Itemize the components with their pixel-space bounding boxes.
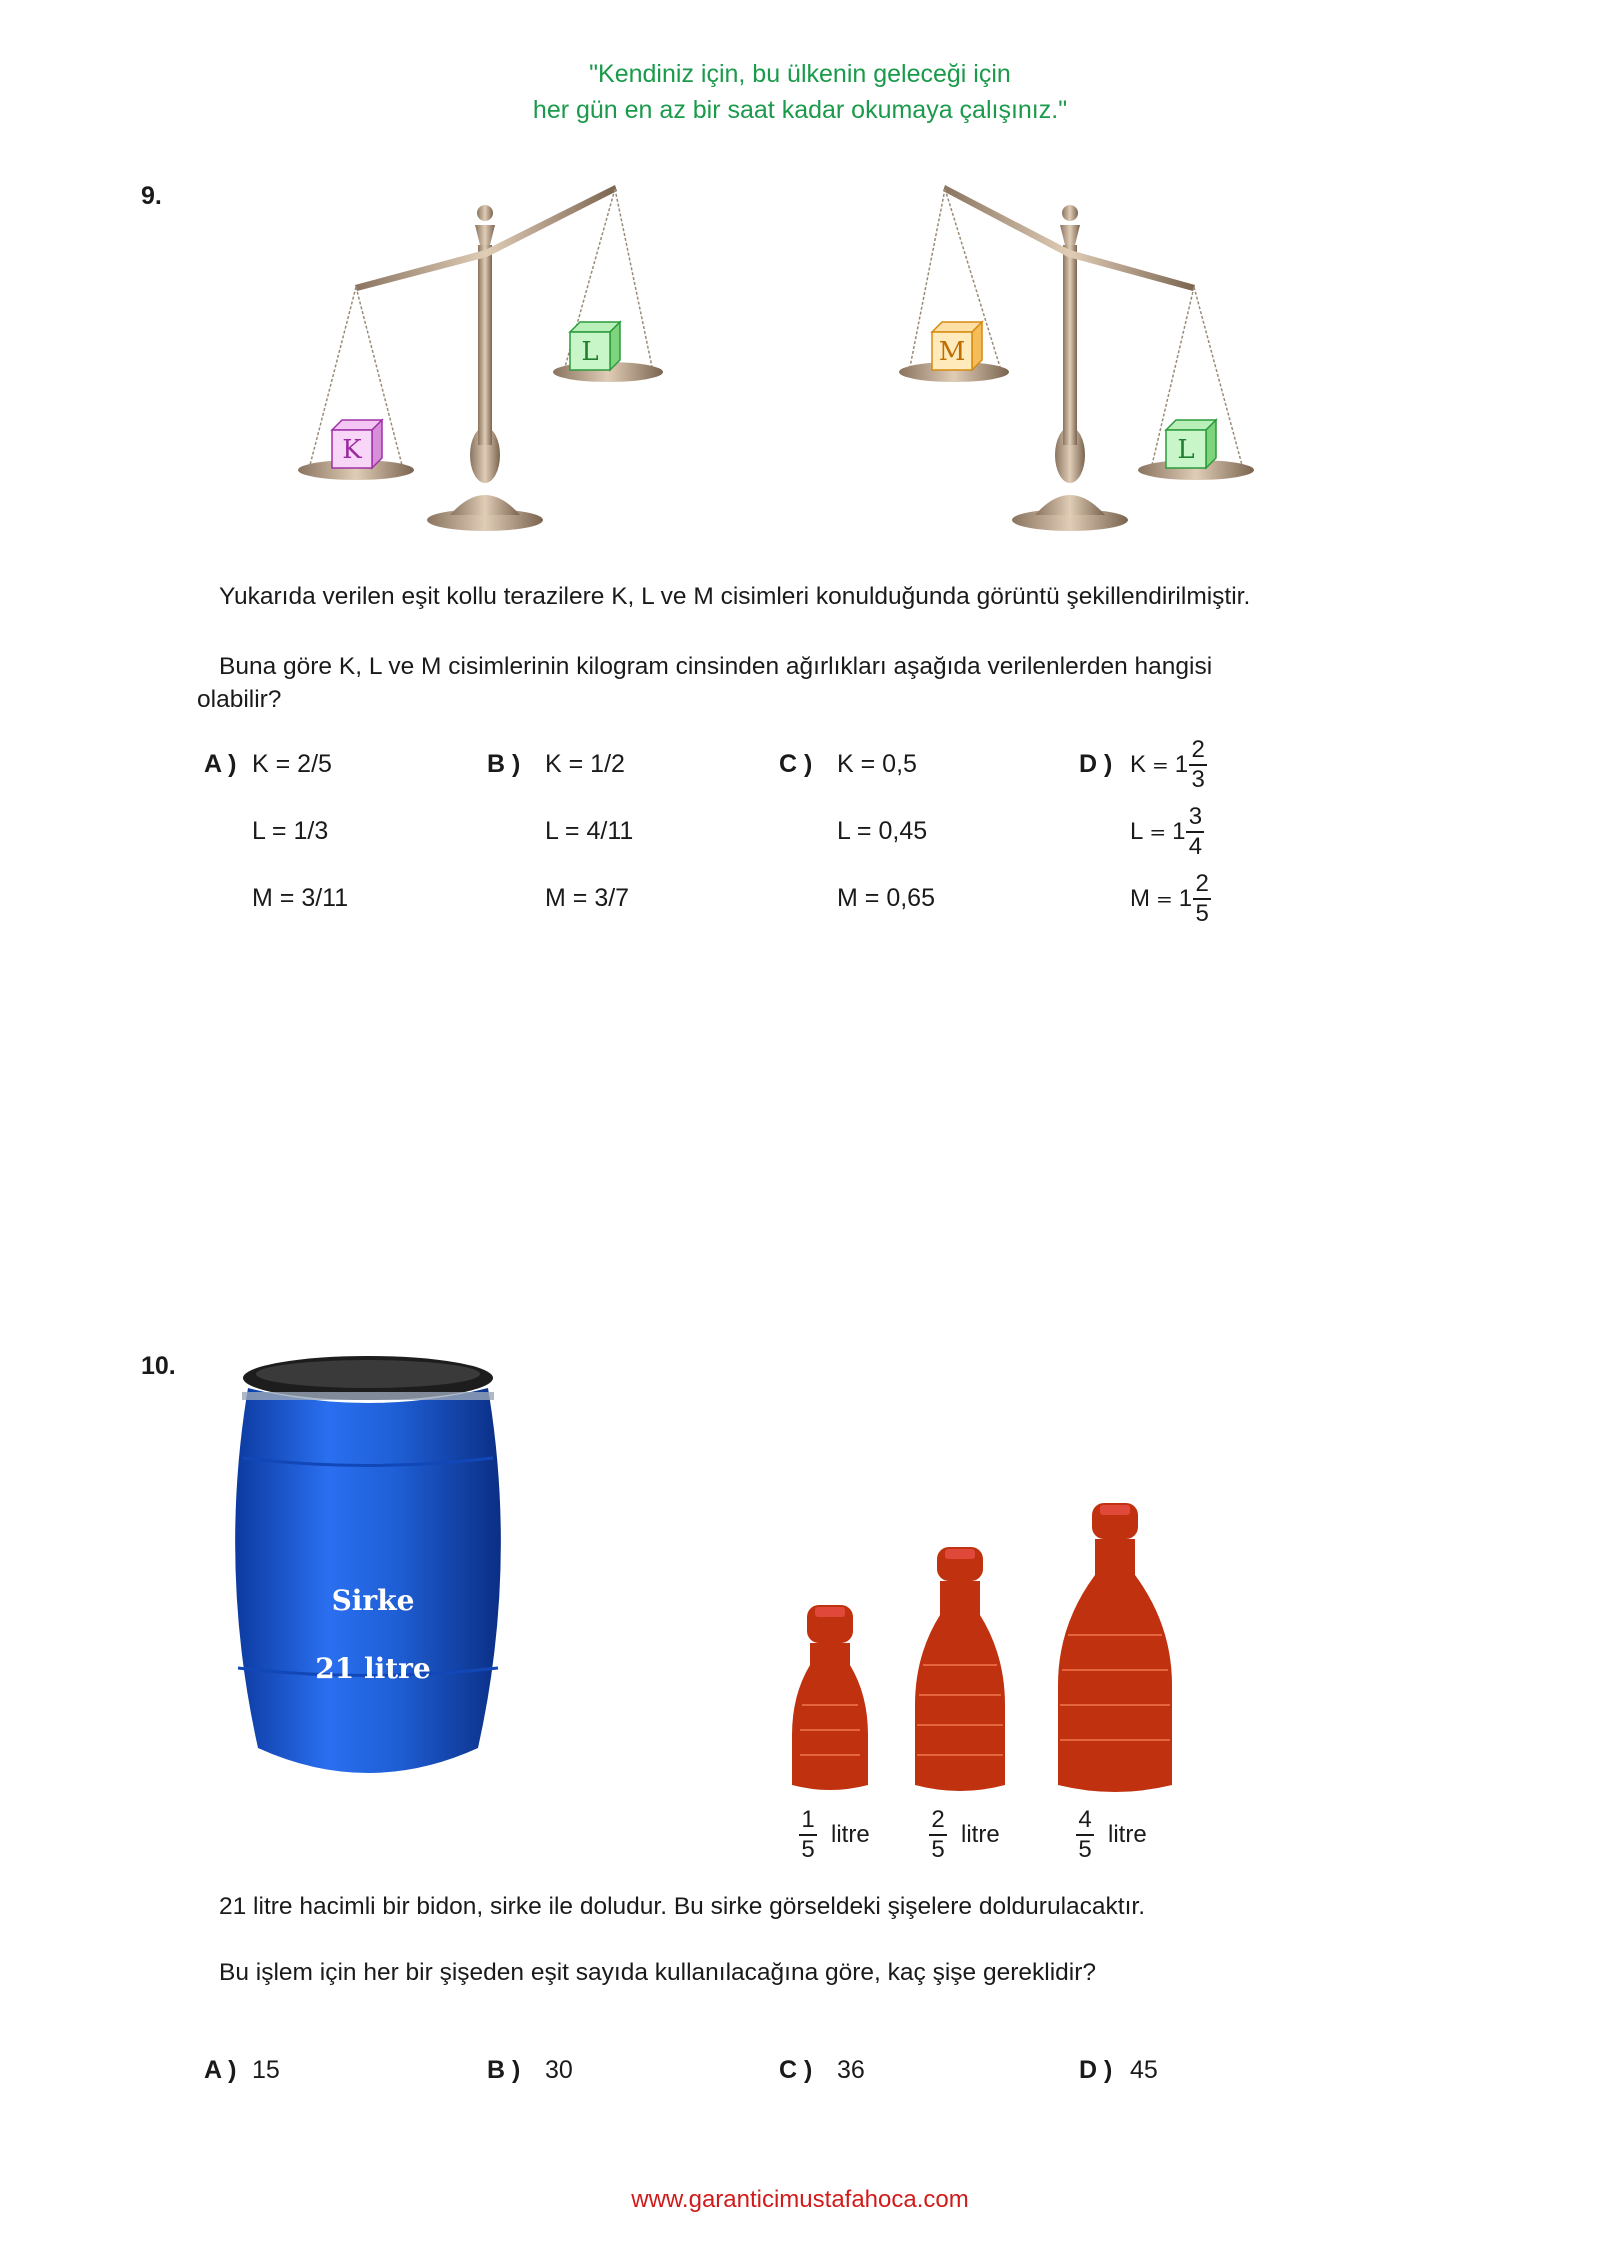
q10-option-b-value: 30 xyxy=(545,2056,573,2084)
bottle-small xyxy=(780,1495,880,1805)
question-9-ask-line2: olabilir? xyxy=(197,686,282,713)
question-9-statement: Yukarıda verilen eşit kollu terazilere K, L ve M cisimleri konulduğunda görüntü şekillendirilmiştir. xyxy=(219,583,1251,610)
q9-option-c-m: M = 0,65 xyxy=(837,884,935,912)
balance-scale-right xyxy=(890,175,1270,535)
cube-label-l-2: L xyxy=(1177,435,1195,465)
q10-option-c-letter[interactable]: C ) xyxy=(779,2056,813,2084)
cube-label-m: M xyxy=(938,337,966,367)
q10-option-d-letter[interactable]: D ) xyxy=(1079,2056,1113,2084)
bottle-medium-label: $\frac{2}{5}$ litre xyxy=(928,1808,1000,1862)
q10-option-c-value: 36 xyxy=(837,2056,865,2084)
q9-option-d-l: L = 1 $\frac{3}{4}$ xyxy=(1130,805,1204,859)
q9-option-c-k: K = 0,5 xyxy=(837,750,917,778)
bottle-large-label: $\frac{4}{5}$ litre xyxy=(1075,1808,1147,1862)
bottle-medium xyxy=(905,1495,1015,1805)
question-10-number: 10. xyxy=(141,1352,176,1380)
question-10-ask: Bu işlem için her bir şişeden eşit sayıda kullanılacağına göre, kaç şişe gereklidir? xyxy=(219,1959,1096,1986)
q9-option-c-l: L = 0,45 xyxy=(837,817,928,845)
motto-line-1: "Kendiniz için, bu ülkenin geleceği için xyxy=(589,60,1011,88)
q9-option-a-k: K = 2/5 xyxy=(252,750,332,778)
q9-option-a-m: M = 3/11 xyxy=(252,884,349,912)
q9-option-a-l: L = 1/3 xyxy=(252,817,329,845)
q9-option-d-m: M = 1 $\frac{2}{5}$ xyxy=(1130,872,1211,926)
motto-line-2: her gün en az bir saat kadar okumaya çalışınız." xyxy=(532,96,1068,124)
bottle-large xyxy=(1050,1495,1180,1805)
balance-scale-left xyxy=(290,175,670,535)
q9-option-b-letter[interactable]: B ) xyxy=(487,750,521,778)
barrel-label-sirke: Sirke xyxy=(331,1584,415,1617)
bottle-small-label: $\frac{1}{5}$ litre xyxy=(798,1808,870,1862)
cube-k-left xyxy=(332,420,382,468)
cube-l-left xyxy=(570,322,620,370)
question-10-statement: 21 litre hacimli bir bidon, sirke ile doludur. Bu sirke görseldeki şişelere doldurulacaktır. xyxy=(219,1893,1145,1920)
cube-label-l: L xyxy=(581,337,599,367)
vinegar-barrel xyxy=(218,1348,518,1798)
cube-m-right xyxy=(932,322,982,370)
barrel-label-volume: 21 litre xyxy=(315,1652,431,1685)
q9-option-b-l: L = 4/11 xyxy=(545,817,634,845)
cube-label-k: K xyxy=(342,435,362,465)
q9-option-d-k: K = 1 $\frac{2}{3}$ xyxy=(1130,738,1207,792)
q10-option-d-value: 45 xyxy=(1130,2056,1158,2084)
question-9-number: 9. xyxy=(141,182,162,210)
q10-option-a-letter[interactable]: A ) xyxy=(204,2056,237,2084)
q10-option-a-value: 15 xyxy=(252,2056,280,2084)
q9-option-a-letter[interactable]: A ) xyxy=(204,750,237,778)
question-9-ask-line1: Buna göre K, L ve M cisimlerinin kilogram cinsinden ağırlıkları aşağıda verilenlerden hangisi xyxy=(219,653,1213,680)
q10-option-b-letter[interactable]: B ) xyxy=(487,2056,521,2084)
q9-option-b-k: K = 1/2 xyxy=(545,750,625,778)
cube-l-right xyxy=(1166,420,1216,468)
q9-option-c-letter[interactable]: C ) xyxy=(779,750,813,778)
q9-option-b-m: M = 3/7 xyxy=(545,884,630,912)
q9-option-d-letter[interactable]: D ) xyxy=(1079,750,1113,778)
footer-website-link[interactable]: www.garanticimustafahoca.com xyxy=(631,2186,969,2213)
